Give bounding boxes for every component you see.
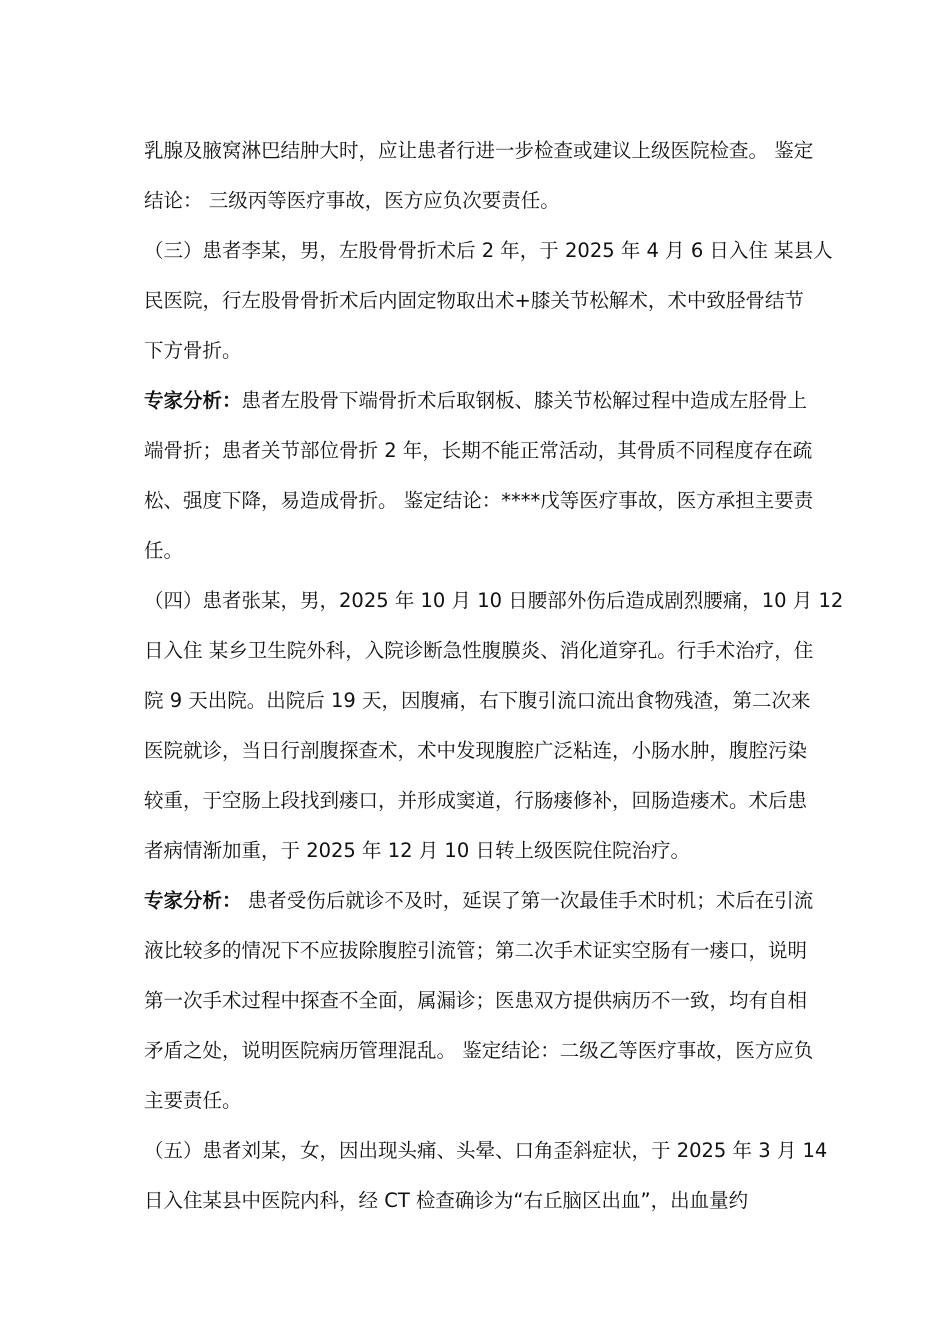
text-line: 专家分析：患者左股骨下端骨折术后取钢板、膝关节松解过程中造成左胫骨上 (144, 389, 808, 412)
text-line: 院 9 天出院。出院后 19 天，因腹痛，右下腹引流口流出食物残渣，第二次来 (144, 689, 811, 712)
text-line: 民医院，行左股骨骨折术后内固定物取出术+膝关节松解术，术中致胫骨结节 (144, 289, 804, 312)
text-line: 下方骨折。 (144, 339, 242, 362)
text-line: 乳腺及腋窝淋巴结肿大时，应让患者行进一步检查或建议上级医院检查。 鉴定 (144, 139, 814, 162)
text-line: 较重，于空肠上段找到瘘口，并形成窦道，行肠瘘修补，回肠造瘘术。术后患 (144, 789, 808, 812)
text-line: （五）患者刘某，女，因出现头痛、头晕、口角歪斜症状，于 2025 年 3 月 14 (144, 1139, 828, 1162)
text-line: 任。 (144, 539, 184, 562)
text-line: （四）患者张某，男，2025 年 10 月 10 日腰部外伤后造成剧烈腰痛，10 月 12 (144, 589, 844, 612)
section-heading: 专家分析： (144, 889, 242, 912)
text-line: 端骨折；患者关节部位骨折 2 年，长期不能正常活动，其骨质不同程度存在疏 (144, 439, 813, 462)
text-line: 医院就诊，当日行剖腹探查术，术中发现腹腔广泛粘连，小肠水肿，腹腔污染 (144, 739, 808, 762)
text-line: 第一次手术过程中探查不全面，属漏诊；医患双方提供病历不一致，均有自相 (144, 989, 808, 1012)
text-line: 专家分析： 患者受伤后就诊不及时，延误了第一次最佳手术时机；术后在引流 (144, 889, 814, 912)
text-line: （三）患者李某，男，左股骨骨折术后 2 年，于 2025 年 4 月 6 日入住 某县人 (144, 239, 833, 262)
text-line: 者病情渐加重，于 2025 年 12 月 10 日转上级医院住院治疗。 (144, 839, 690, 862)
text-line: 矛盾之处，说明医院病历管理混乱。 鉴定结论：二级乙等医疗事故，医方应负 (144, 1039, 814, 1062)
text-line: 液比较多的情况下不应拔除腹腔引流管；第二次手术证实空肠有一瘘口，说明 (144, 939, 808, 962)
text-line: 主要责任。 (144, 1089, 242, 1112)
text-line: 日入住某县中医院内科，经 CT 检查确诊为“右丘脑区出血”，出血量约 (144, 1189, 749, 1212)
text-line: 日入住 某乡卫生院外科，入院诊断急性腹膜炎、消化道穿孔。行手术治疗，住 (144, 639, 814, 662)
section-heading: 专家分析： (144, 389, 242, 412)
text-line: 结论： 三级丙等医疗事故，医方应负次要责任。 (144, 189, 560, 212)
text-line: 松、强度下降，易造成骨折。 鉴定结论：****戊等医疗事故，医方承担主要责 (144, 489, 814, 512)
